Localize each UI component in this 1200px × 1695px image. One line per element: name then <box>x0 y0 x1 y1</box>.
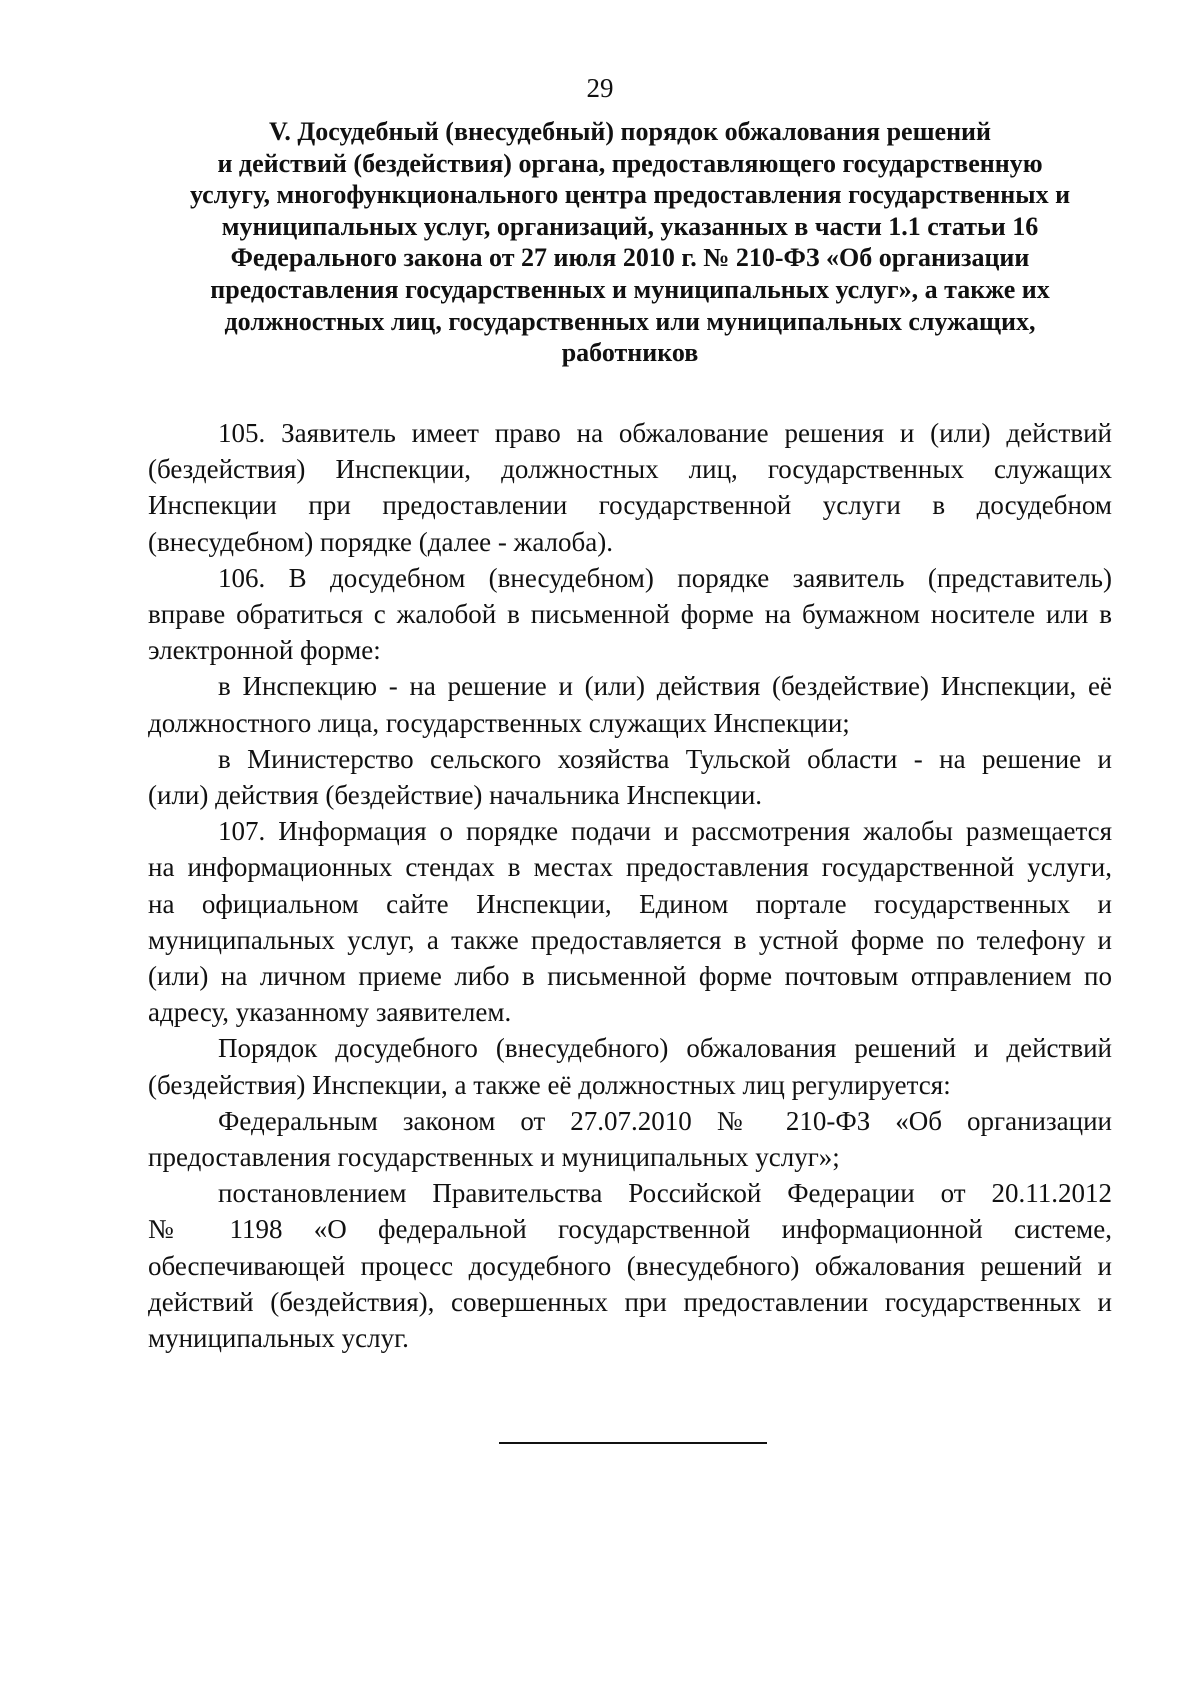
heading-line: предоставления государственных и муниципальных услуг», а также их <box>210 274 1050 304</box>
text-line: № 1198 «О федеральной государственной информационной системе, <box>148 1214 1112 1245</box>
text-line: вправе обратиться с жалобой в письменной форме на бумажном носителе или в <box>148 599 1112 630</box>
text-line: (внесудебном) порядке (далее - жалоба). <box>148 526 613 557</box>
heading-line: Федерального закона от 27 июля 2010 г. № 210-ФЗ «Об организации <box>230 243 1030 273</box>
text-line: на официальном сайте Инспекции, Едином портале государственных и <box>148 888 1112 919</box>
text-line: предоставления государственных и муниципальных услуг»; <box>148 1142 840 1173</box>
text-line: 107. Информация о порядке подачи и рассмотрения жалобы размещается <box>218 816 1112 847</box>
text-line: обеспечивающей процесс досудебного (внесудебного) обжалования решений и <box>148 1250 1112 1281</box>
text-line: Инспекции при предоставлении государственной услуги в досудебном <box>148 490 1112 521</box>
text-line: (или) на личном приеме либо в письменной форме почтовым отправлением по <box>148 961 1112 992</box>
text-line: должностного лица, государственных служащих Инспекции; <box>148 707 850 738</box>
text-line: постановлением Правительства Российской Федерации от 20.11.2012 <box>218 1178 1112 1209</box>
heading-line: V. Досудебный (внесудебный) порядок обжалования решений <box>268 117 992 146</box>
text-line: на информационных стендах в местах предоставления государственной услуги, <box>148 852 1112 883</box>
text-line: муниципальных услуг, а также предоставляется в устной форме по телефону и <box>148 924 1112 955</box>
text-line: (бездействия) Инспекции, должностных лиц, государственных служащих <box>148 454 1112 485</box>
end-divider <box>499 1442 767 1444</box>
heading-line: работников <box>561 338 699 368</box>
paragraph-federal-law <box>148 1103 1112 1175</box>
paragraph-procedure <box>148 1030 1112 1102</box>
text-line: электронной форме: <box>148 635 381 666</box>
text-line: в Инспекцию - на решение и (или) действия (бездействие) Инспекции, её <box>218 671 1112 702</box>
document-body <box>148 415 1112 1356</box>
heading-line: и действий (бездействия) органа, предоставляющего государственную <box>217 148 1043 178</box>
section-heading <box>150 116 1110 369</box>
text-line: (или) действия (бездействие) начальника Инспекции. <box>148 780 763 811</box>
text-line: Порядок досудебного (внесудебного) обжалования решений и действий <box>218 1033 1112 1064</box>
paragraph-106 <box>148 560 1112 669</box>
paragraph-ministry <box>148 741 1112 813</box>
paragraph-107 <box>148 813 1112 1030</box>
paragraph-inspection <box>148 668 1112 740</box>
paragraph-resolution <box>148 1175 1112 1356</box>
page-number: 29 <box>586 73 614 103</box>
heading-line: должностных лиц, государственных или муниципальных служащих, <box>224 306 1036 336</box>
text-line: Федеральным законом от 27.07.2010 № 210-ФЗ «Об организации <box>218 1105 1112 1136</box>
text-line: 106. В досудебном (внесудебном) порядке заявитель (представитель) <box>218 562 1112 593</box>
text-line: адресу, указанному заявителем. <box>148 997 512 1028</box>
text-line: (бездействия) Инспекции, а также её должностных лиц регулируется: <box>148 1069 951 1100</box>
text-line: в Министерство сельского хозяйства Тульской области - на решение и <box>218 743 1112 774</box>
heading-line: муниципальных услуг, организаций, указанных в части 1.1 статьи 16 <box>221 211 1039 241</box>
text-line: действий (бездействия), совершенных при предоставлении государственных и <box>148 1286 1112 1317</box>
text-line: муниципальных услуг. <box>148 1323 409 1354</box>
paragraph-105 <box>148 415 1112 560</box>
heading-line: услугу, многофункционального центра предоставления государственных и <box>189 180 1071 210</box>
text-line: 105. Заявитель имеет право на обжалование решения и (или) действий <box>218 418 1112 448</box>
